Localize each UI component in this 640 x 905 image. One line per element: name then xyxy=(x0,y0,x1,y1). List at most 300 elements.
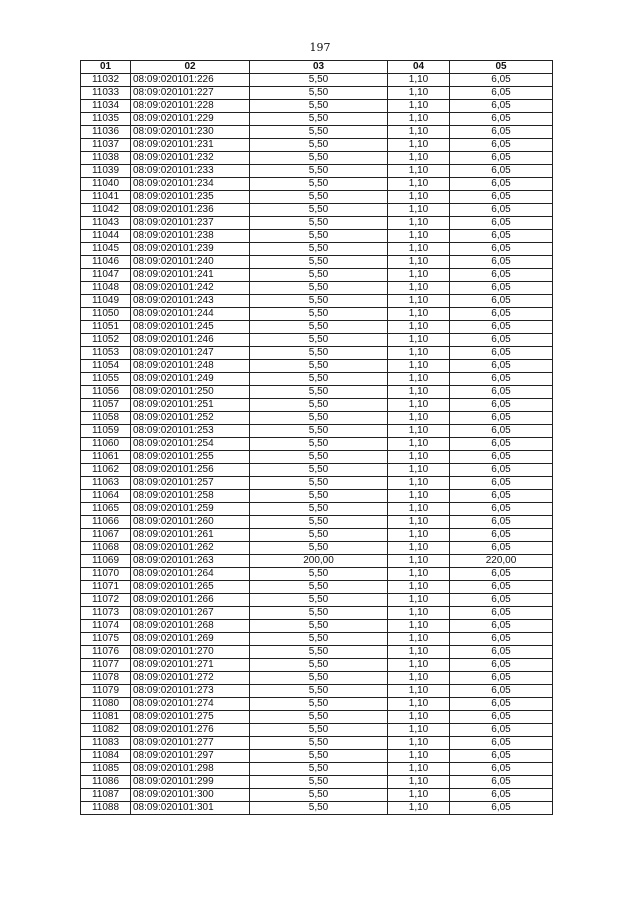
table-cell: 5,50 xyxy=(250,477,388,490)
table-cell: 6,05 xyxy=(450,282,553,295)
table-row xyxy=(81,724,553,737)
table-row xyxy=(81,269,553,282)
table-cell: 08:09:020101:241 xyxy=(131,269,250,282)
table-row xyxy=(81,568,553,581)
table-cell: 1,10 xyxy=(388,594,450,607)
table-row xyxy=(81,152,553,165)
table-row xyxy=(81,503,553,516)
table-cell: 6,05 xyxy=(450,724,553,737)
table-cell: 5,50 xyxy=(250,646,388,659)
table-cell: 11073 xyxy=(81,607,131,620)
table-cell: 5,50 xyxy=(250,724,388,737)
table-cell: 1,10 xyxy=(388,126,450,139)
table-cell: 1,10 xyxy=(388,516,450,529)
table-cell: 08:09:020101:301 xyxy=(131,802,250,815)
table-row xyxy=(81,763,553,776)
table-cell: 11042 xyxy=(81,204,131,217)
table-cell: 5,50 xyxy=(250,217,388,230)
table-cell: 11067 xyxy=(81,529,131,542)
table-cell: 1,10 xyxy=(388,802,450,815)
table-cell: 08:09:020101:298 xyxy=(131,763,250,776)
table-cell: 1,10 xyxy=(388,308,450,321)
table-cell: 08:09:020101:254 xyxy=(131,438,250,451)
table-cell: 6,05 xyxy=(450,659,553,672)
table-cell: 5,50 xyxy=(250,165,388,178)
table-cell: 1,10 xyxy=(388,620,450,633)
table-cell: 08:09:020101:233 xyxy=(131,165,250,178)
table-cell: 08:09:020101:257 xyxy=(131,477,250,490)
table-cell: 5,50 xyxy=(250,776,388,789)
table-cell: 5,50 xyxy=(250,269,388,282)
table-cell: 08:09:020101:247 xyxy=(131,347,250,360)
table-cell: 1,10 xyxy=(388,282,450,295)
table-cell: 11066 xyxy=(81,516,131,529)
table-cell: 08:09:020101:232 xyxy=(131,152,250,165)
table-cell: 1,10 xyxy=(388,295,450,308)
table-cell: 08:09:020101:253 xyxy=(131,425,250,438)
table-row xyxy=(81,308,553,321)
table-cell: 6,05 xyxy=(450,542,553,555)
column-header: 03 xyxy=(250,61,388,74)
table-row xyxy=(81,178,553,191)
table-cell: 08:09:020101:269 xyxy=(131,633,250,646)
table-cell: 6,05 xyxy=(450,412,553,425)
table-cell: 08:09:020101:261 xyxy=(131,529,250,542)
table-cell: 08:09:020101:248 xyxy=(131,360,250,373)
table-cell: 11045 xyxy=(81,243,131,256)
table-cell: 5,50 xyxy=(250,204,388,217)
table-cell: 5,50 xyxy=(250,334,388,347)
column-header: 02 xyxy=(131,61,250,74)
table-cell: 6,05 xyxy=(450,399,553,412)
table-row xyxy=(81,477,553,490)
table-cell: 5,50 xyxy=(250,763,388,776)
table-cell: 11047 xyxy=(81,269,131,282)
table-cell: 11057 xyxy=(81,399,131,412)
table-cell: 5,50 xyxy=(250,451,388,464)
table-cell: 1,10 xyxy=(388,191,450,204)
column-header: 04 xyxy=(388,61,450,74)
table-cell: 1,10 xyxy=(388,685,450,698)
table-row xyxy=(81,100,553,113)
table-cell: 1,10 xyxy=(388,646,450,659)
table-row xyxy=(81,230,553,243)
table-cell: 6,05 xyxy=(450,360,553,373)
table-cell: 1,10 xyxy=(388,451,450,464)
table-row xyxy=(81,425,553,438)
table-cell: 220,00 xyxy=(450,555,553,568)
table-cell: 08:09:020101:234 xyxy=(131,178,250,191)
table-cell: 11037 xyxy=(81,139,131,152)
table-cell: 6,05 xyxy=(450,243,553,256)
table-cell: 6,05 xyxy=(450,776,553,789)
table-cell: 11036 xyxy=(81,126,131,139)
table-cell: 1,10 xyxy=(388,87,450,100)
table-cell: 5,50 xyxy=(250,178,388,191)
table-cell: 08:09:020101:260 xyxy=(131,516,250,529)
table-cell: 11046 xyxy=(81,256,131,269)
table-cell: 11034 xyxy=(81,100,131,113)
table-cell: 6,05 xyxy=(450,438,553,451)
table-cell: 1,10 xyxy=(388,74,450,87)
table-cell: 11082 xyxy=(81,724,131,737)
table-cell: 11056 xyxy=(81,386,131,399)
table-row xyxy=(81,529,553,542)
table-cell: 6,05 xyxy=(450,74,553,87)
table-cell: 5,50 xyxy=(250,503,388,516)
table-cell: 08:09:020101:299 xyxy=(131,776,250,789)
table-cell: 5,50 xyxy=(250,87,388,100)
table-row xyxy=(81,360,553,373)
table-cell: 6,05 xyxy=(450,191,553,204)
table-cell: 6,05 xyxy=(450,646,553,659)
table-cell: 6,05 xyxy=(450,373,553,386)
table-cell: 6,05 xyxy=(450,347,553,360)
table-cell: 08:09:020101:237 xyxy=(131,217,250,230)
table-row xyxy=(81,204,553,217)
table-cell: 08:09:020101:262 xyxy=(131,542,250,555)
table-cell: 08:09:020101:236 xyxy=(131,204,250,217)
table-cell: 1,10 xyxy=(388,503,450,516)
table-cell: 5,50 xyxy=(250,659,388,672)
table-cell: 1,10 xyxy=(388,386,450,399)
table-cell: 11074 xyxy=(81,620,131,633)
table-cell: 08:09:020101:266 xyxy=(131,594,250,607)
table-cell: 11038 xyxy=(81,152,131,165)
table-cell: 5,50 xyxy=(250,750,388,763)
table-cell: 08:09:020101:270 xyxy=(131,646,250,659)
table-cell: 5,50 xyxy=(250,139,388,152)
table-cell: 08:09:020101:239 xyxy=(131,243,250,256)
table-cell: 6,05 xyxy=(450,763,553,776)
table-cell: 1,10 xyxy=(388,425,450,438)
table-row xyxy=(81,87,553,100)
table-cell: 5,50 xyxy=(250,100,388,113)
table-cell: 5,50 xyxy=(250,568,388,581)
table-cell: 5,50 xyxy=(250,594,388,607)
table-row xyxy=(81,347,553,360)
table-cell: 08:09:020101:242 xyxy=(131,282,250,295)
table-cell: 11083 xyxy=(81,737,131,750)
table-cell: 11058 xyxy=(81,412,131,425)
table-row xyxy=(81,295,553,308)
table-cell: 11049 xyxy=(81,295,131,308)
table-cell: 6,05 xyxy=(450,451,553,464)
table-cell: 1,10 xyxy=(388,789,450,802)
table-cell: 5,50 xyxy=(250,412,388,425)
table-cell: 5,50 xyxy=(250,126,388,139)
table-row xyxy=(81,334,553,347)
table-cell: 6,05 xyxy=(450,750,553,763)
table-cell: 08:09:020101:256 xyxy=(131,464,250,477)
table-cell: 6,05 xyxy=(450,698,553,711)
table-row xyxy=(81,113,553,126)
table-cell: 6,05 xyxy=(450,581,553,594)
table-cell: 1,10 xyxy=(388,698,450,711)
table-cell: 08:09:020101:243 xyxy=(131,295,250,308)
table-cell: 6,05 xyxy=(450,711,553,724)
table-cell: 6,05 xyxy=(450,295,553,308)
table-cell: 5,50 xyxy=(250,607,388,620)
table-cell: 6,05 xyxy=(450,477,553,490)
table-row xyxy=(81,165,553,178)
table-cell: 08:09:020101:228 xyxy=(131,100,250,113)
table-cell: 11060 xyxy=(81,438,131,451)
table-cell: 5,50 xyxy=(250,542,388,555)
table-row xyxy=(81,438,553,451)
table-cell: 6,05 xyxy=(450,139,553,152)
table-cell: 08:09:020101:238 xyxy=(131,230,250,243)
table-cell: 5,50 xyxy=(250,685,388,698)
table-row xyxy=(81,126,553,139)
table-cell: 11040 xyxy=(81,178,131,191)
table-row xyxy=(81,321,553,334)
table-row xyxy=(81,594,553,607)
table-cell: 1,10 xyxy=(388,555,450,568)
table-cell: 6,05 xyxy=(450,425,553,438)
table-cell: 1,10 xyxy=(388,464,450,477)
table-cell: 6,05 xyxy=(450,87,553,100)
table-cell: 1,10 xyxy=(388,334,450,347)
table-cell: 6,05 xyxy=(450,607,553,620)
table-cell: 08:09:020101:229 xyxy=(131,113,250,126)
table-cell: 5,50 xyxy=(250,191,388,204)
table-cell: 11062 xyxy=(81,464,131,477)
table-cell: 5,50 xyxy=(250,802,388,815)
table-cell: 5,50 xyxy=(250,633,388,646)
table-cell: 11035 xyxy=(81,113,131,126)
table-cell: 1,10 xyxy=(388,568,450,581)
table-row xyxy=(81,191,553,204)
table-row xyxy=(81,776,553,789)
table-cell: 08:09:020101:244 xyxy=(131,308,250,321)
table-cell: 11072 xyxy=(81,594,131,607)
table-cell: 1,10 xyxy=(388,347,450,360)
table-cell: 08:09:020101:274 xyxy=(131,698,250,711)
table-row xyxy=(81,139,553,152)
table-row xyxy=(81,256,553,269)
table-row xyxy=(81,243,553,256)
table-cell: 11084 xyxy=(81,750,131,763)
table-cell: 5,50 xyxy=(250,347,388,360)
table-cell: 1,10 xyxy=(388,542,450,555)
table-cell: 6,05 xyxy=(450,230,553,243)
table-row xyxy=(81,386,553,399)
table-cell: 08:09:020101:265 xyxy=(131,581,250,594)
table-cell: 6,05 xyxy=(450,633,553,646)
table-row xyxy=(81,685,553,698)
table-cell: 1,10 xyxy=(388,633,450,646)
table-cell: 1,10 xyxy=(388,711,450,724)
table-cell: 6,05 xyxy=(450,321,553,334)
table-cell: 08:09:020101:258 xyxy=(131,490,250,503)
table-cell: 08:09:020101:267 xyxy=(131,607,250,620)
table-cell: 08:09:020101:300 xyxy=(131,789,250,802)
table-row xyxy=(81,646,553,659)
table-cell: 6,05 xyxy=(450,126,553,139)
table-cell: 1,10 xyxy=(388,750,450,763)
table-cell: 6,05 xyxy=(450,334,553,347)
table-cell: 08:09:020101:227 xyxy=(131,87,250,100)
table-cell: 1,10 xyxy=(388,672,450,685)
table-cell: 08:09:020101:240 xyxy=(131,256,250,269)
table-cell: 6,05 xyxy=(450,204,553,217)
table-cell: 1,10 xyxy=(388,776,450,789)
table-cell: 11088 xyxy=(81,802,131,815)
table-cell: 08:09:020101:246 xyxy=(131,334,250,347)
table-cell: 5,50 xyxy=(250,698,388,711)
table-row xyxy=(81,620,553,633)
table-cell: 1,10 xyxy=(388,607,450,620)
table-row xyxy=(81,581,553,594)
table-cell: 1,10 xyxy=(388,256,450,269)
table-cell: 1,10 xyxy=(388,204,450,217)
table-cell: 11061 xyxy=(81,451,131,464)
table-row xyxy=(81,633,553,646)
table-cell: 11075 xyxy=(81,633,131,646)
table-row xyxy=(81,750,553,763)
table-cell: 6,05 xyxy=(450,308,553,321)
table-cell: 6,05 xyxy=(450,568,553,581)
table-cell: 5,50 xyxy=(250,737,388,750)
table-cell: 1,10 xyxy=(388,152,450,165)
table-cell: 11069 xyxy=(81,555,131,568)
table-cell: 08:09:020101:255 xyxy=(131,451,250,464)
table-row xyxy=(81,555,553,568)
table-row xyxy=(81,399,553,412)
table-cell: 5,50 xyxy=(250,464,388,477)
table-cell: 11085 xyxy=(81,763,131,776)
table-cell: 1,10 xyxy=(388,737,450,750)
table-cell: 11065 xyxy=(81,503,131,516)
table-row xyxy=(81,698,553,711)
table-cell: 5,50 xyxy=(250,74,388,87)
table-cell: 5,50 xyxy=(250,490,388,503)
table-cell: 1,10 xyxy=(388,399,450,412)
table-cell: 1,10 xyxy=(388,243,450,256)
table-cell: 08:09:020101:276 xyxy=(131,724,250,737)
table-cell: 5,50 xyxy=(250,711,388,724)
table-cell: 11043 xyxy=(81,217,131,230)
table-row xyxy=(81,802,553,815)
table-row xyxy=(81,672,553,685)
table-row xyxy=(81,711,553,724)
table-cell: 11054 xyxy=(81,360,131,373)
table-cell: 08:09:020101:230 xyxy=(131,126,250,139)
table-cell: 08:09:020101:277 xyxy=(131,737,250,750)
table-cell: 1,10 xyxy=(388,438,450,451)
table-cell: 6,05 xyxy=(450,789,553,802)
table-cell: 5,50 xyxy=(250,230,388,243)
table-cell: 6,05 xyxy=(450,802,553,815)
table-cell: 6,05 xyxy=(450,165,553,178)
table-cell: 1,10 xyxy=(388,412,450,425)
table-cell: 11048 xyxy=(81,282,131,295)
table-cell: 6,05 xyxy=(450,490,553,503)
table-cell: 11051 xyxy=(81,321,131,334)
table-row xyxy=(81,451,553,464)
table-cell: 08:09:020101:264 xyxy=(131,568,250,581)
table-cell: 5,50 xyxy=(250,360,388,373)
table-cell: 11080 xyxy=(81,698,131,711)
table-row xyxy=(81,464,553,477)
table-cell: 5,50 xyxy=(250,256,388,269)
table-cell: 11068 xyxy=(81,542,131,555)
table-header-row xyxy=(81,61,553,74)
column-header: 05 xyxy=(450,61,553,74)
table-cell: 6,05 xyxy=(450,152,553,165)
table-cell: 5,50 xyxy=(250,243,388,256)
table-row xyxy=(81,737,553,750)
table-cell: 5,50 xyxy=(250,529,388,542)
table-cell: 11052 xyxy=(81,334,131,347)
table-cell: 11087 xyxy=(81,789,131,802)
table-cell: 5,50 xyxy=(250,373,388,386)
table-cell: 08:09:020101:275 xyxy=(131,711,250,724)
table-cell: 5,50 xyxy=(250,152,388,165)
table-cell: 1,10 xyxy=(388,659,450,672)
table-cell: 08:09:020101:268 xyxy=(131,620,250,633)
table-cell: 08:09:020101:273 xyxy=(131,685,250,698)
table-cell: 11078 xyxy=(81,672,131,685)
table-cell: 1,10 xyxy=(388,217,450,230)
table-cell: 6,05 xyxy=(450,113,553,126)
table-cell: 08:09:020101:249 xyxy=(131,373,250,386)
table-cell: 1,10 xyxy=(388,139,450,152)
data-table xyxy=(80,60,553,815)
table-cell: 5,50 xyxy=(250,321,388,334)
table-cell: 6,05 xyxy=(450,178,553,191)
table-cell: 1,10 xyxy=(388,763,450,776)
table-cell: 11064 xyxy=(81,490,131,503)
table-cell: 11053 xyxy=(81,347,131,360)
table-cell: 5,50 xyxy=(250,672,388,685)
table-cell: 11077 xyxy=(81,659,131,672)
table-cell: 6,05 xyxy=(450,256,553,269)
table-cell: 5,50 xyxy=(250,516,388,529)
table-cell: 6,05 xyxy=(450,594,553,607)
table-cell: 6,05 xyxy=(450,672,553,685)
table-cell: 5,50 xyxy=(250,113,388,126)
table-cell: 5,50 xyxy=(250,282,388,295)
table-row xyxy=(81,607,553,620)
table-cell: 1,10 xyxy=(388,165,450,178)
table-cell: 1,10 xyxy=(388,230,450,243)
table-cell: 6,05 xyxy=(450,386,553,399)
table-cell: 1,10 xyxy=(388,113,450,126)
table-cell: 11059 xyxy=(81,425,131,438)
table-cell: 5,50 xyxy=(250,425,388,438)
table-cell: 200,00 xyxy=(250,555,388,568)
table-cell: 1,10 xyxy=(388,178,450,191)
table-cell: 08:09:020101:272 xyxy=(131,672,250,685)
table-row xyxy=(81,217,553,230)
table-cell: 11086 xyxy=(81,776,131,789)
table-row xyxy=(81,74,553,87)
table-cell: 1,10 xyxy=(388,529,450,542)
table-cell: 1,10 xyxy=(388,477,450,490)
table-cell: 5,50 xyxy=(250,308,388,321)
table-cell: 11081 xyxy=(81,711,131,724)
table-cell: 6,05 xyxy=(450,620,553,633)
table-cell: 11076 xyxy=(81,646,131,659)
table-cell: 11079 xyxy=(81,685,131,698)
table-cell: 1,10 xyxy=(388,100,450,113)
table-cell: 6,05 xyxy=(450,464,553,477)
column-header: 01 xyxy=(81,61,131,74)
table-cell: 1,10 xyxy=(388,321,450,334)
table-cell: 08:09:020101:252 xyxy=(131,412,250,425)
